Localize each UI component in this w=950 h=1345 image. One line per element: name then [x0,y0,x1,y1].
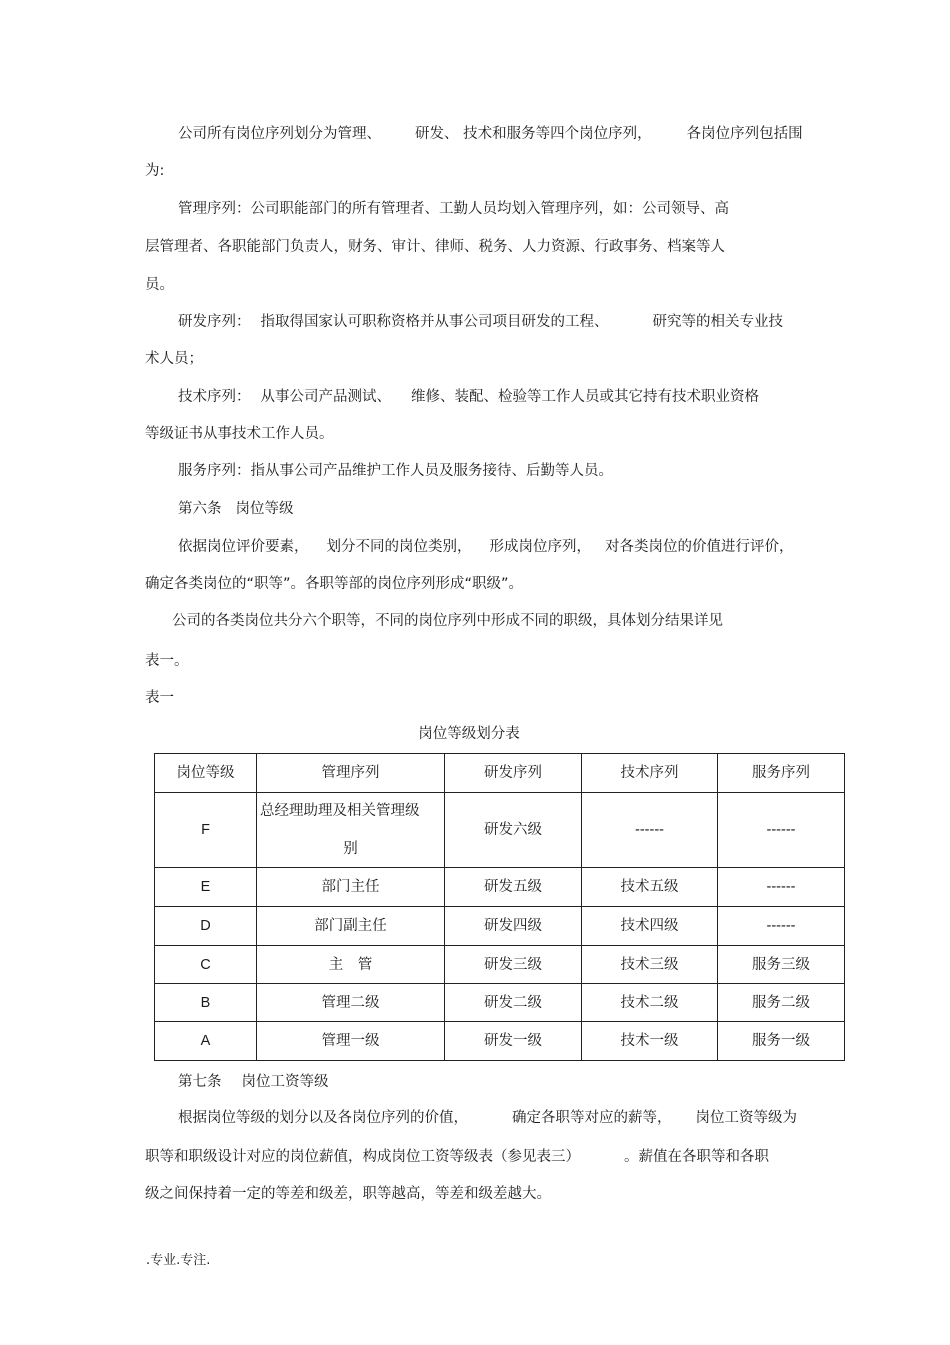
cell-text: 别 [343,841,358,857]
paragraph-line: 管理序列：公司职能部门的所有管理者、工勤人员均划入管理序列，如：公司领导、高 [178,201,729,217]
header-cell: 服务序列 [718,754,845,793]
page-footer: .专业.专注. [146,1253,211,1268]
text-span: 职等和职级设计对应的岗位薪值，构成岗位工资等级表（参见表三） [145,1149,580,1165]
paragraph-line: 确定各类岗位的“职等”。各职等部的岗位序列形成“职级”。 [145,576,524,592]
grade-cell: D [155,907,257,946]
caption-text: 岗位等级划分表 [418,726,520,742]
paragraph-line [178,537,794,557]
paragraph-line [178,124,803,144]
table-cell: 部门主任 [257,868,445,907]
table-cell: 研发三级 [445,946,582,984]
text-span: 。薪值在各职等和各职 [624,1149,769,1165]
text-span: 对各类岗位的价值进行评价， [605,539,794,555]
grade-cell: C [155,946,257,984]
table-cell: 服务三级 [718,946,845,984]
header-cell: 技术序列 [582,754,718,793]
table-cell: 部门副主任 [257,907,445,946]
paragraph-line: 级之间保持着一定的等差和级差，职等越高，等差和级差越大。 [145,1186,551,1202]
text-span: 根据岗位等级的划分以及各岗位序列的价值， [178,1110,468,1126]
paragraph-line [178,387,759,407]
table-cell: 技术四级 [582,907,718,946]
table-row [155,1022,845,1061]
grade-cell: E [155,868,257,907]
text-span: 岗位工资等级为 [695,1110,797,1126]
text-span: 确定各职等对应的薪等， [512,1110,672,1126]
paragraph-line: 公司的各类岗位共分六个职等，不同的岗位序列中形成不同的职级，具体划分结果详见 [172,613,723,629]
article-heading [178,499,294,519]
text-span: 形成岗位序列， [489,539,591,555]
table-caption [0,724,950,744]
table-reference: 表一 [145,690,174,706]
table-cell: 研发五级 [445,868,582,907]
article-title: 岗位工资等级 [241,1074,329,1090]
paragraph-line: 表一。 [145,653,189,669]
text-span: 研究等的相关专业技 [652,314,783,330]
text-span: 研发序列： [178,314,251,330]
table-cell: 主 管 [257,946,445,984]
table-cell: 研发一级 [445,1022,582,1061]
table-row [155,868,845,907]
table-cell: 服务一级 [718,1022,845,1061]
grade-cell: B [155,984,257,1022]
table-cell: 技术二级 [582,984,718,1022]
text-span: 研发、 技术和服务等四个岗位序列， [415,126,652,142]
table-row [155,946,845,984]
article-heading [178,1072,329,1092]
article-number: 第六条 [178,501,222,517]
text-span: 依据岗位评价要素， [178,539,309,555]
table-cell: 技术三级 [582,946,718,984]
table-cell: ------ [582,793,718,868]
table-cell: 研发四级 [445,907,582,946]
paragraph-line [178,312,783,332]
header-cell: 研发序列 [445,754,582,793]
header-cell: 管理序列 [257,754,445,793]
table-cell: 技术一级 [582,1022,718,1061]
table-cell: ------ [718,793,845,868]
table-cell: 技术五级 [582,868,718,907]
paragraph-line: 服务序列：指从事公司产品维护工作人员及服务接待、后勤等人员。 [178,463,613,479]
cell-text: 总经理助理及相关管理级 [260,803,420,819]
article-title: 岗位等级 [235,501,294,517]
paragraph-line: 层管理者、各职能部门负责人，财务、审计、律师、税务、人力资源、行政事务、档案等人 [145,239,725,255]
paragraph-line [178,1108,797,1128]
text-span: 划分不同的岗位类别， [326,539,472,555]
table-row [155,984,845,1022]
text-span: 维修、装配、检验等工作人员或其它持有技术职业资格 [411,389,759,405]
grade-cell: F [155,793,257,868]
table-cell: 服务二级 [718,984,845,1022]
table-cell: 管理一级 [257,1022,445,1061]
table-cell [257,793,445,868]
table-cell: 研发六级 [445,793,582,868]
table-cell: 管理二级 [257,984,445,1022]
table-header-row [155,754,845,793]
table-row [155,907,845,946]
paragraph-line: 术人员； [145,351,203,367]
paragraph-line: 等级证书从事技术工作人员。 [145,426,334,442]
grade-cell: A [155,1022,257,1061]
text-span: 各岗位序列包括围 [686,126,803,142]
header-cell: 岗位等级 [155,754,257,793]
table-cell: ------ [718,868,845,907]
text-span: 指取得国家认可职称资格并从事公司项目研发的工程、 [260,314,609,330]
table-cell: 研发二级 [445,984,582,1022]
paragraph-line [145,1147,769,1167]
paragraph-line: 为: [145,163,165,179]
paragraph-line: 员。 [145,277,174,293]
text-span: 从事公司产品测试、 [260,389,391,405]
table-row [155,793,845,868]
table-cell: ------ [718,907,845,946]
text-span: 技术序列： [178,389,251,405]
grade-table [154,753,845,1061]
text-span: 公司所有岗位序列划分为管理、 [178,126,381,142]
article-number: 第七条 [178,1074,222,1090]
